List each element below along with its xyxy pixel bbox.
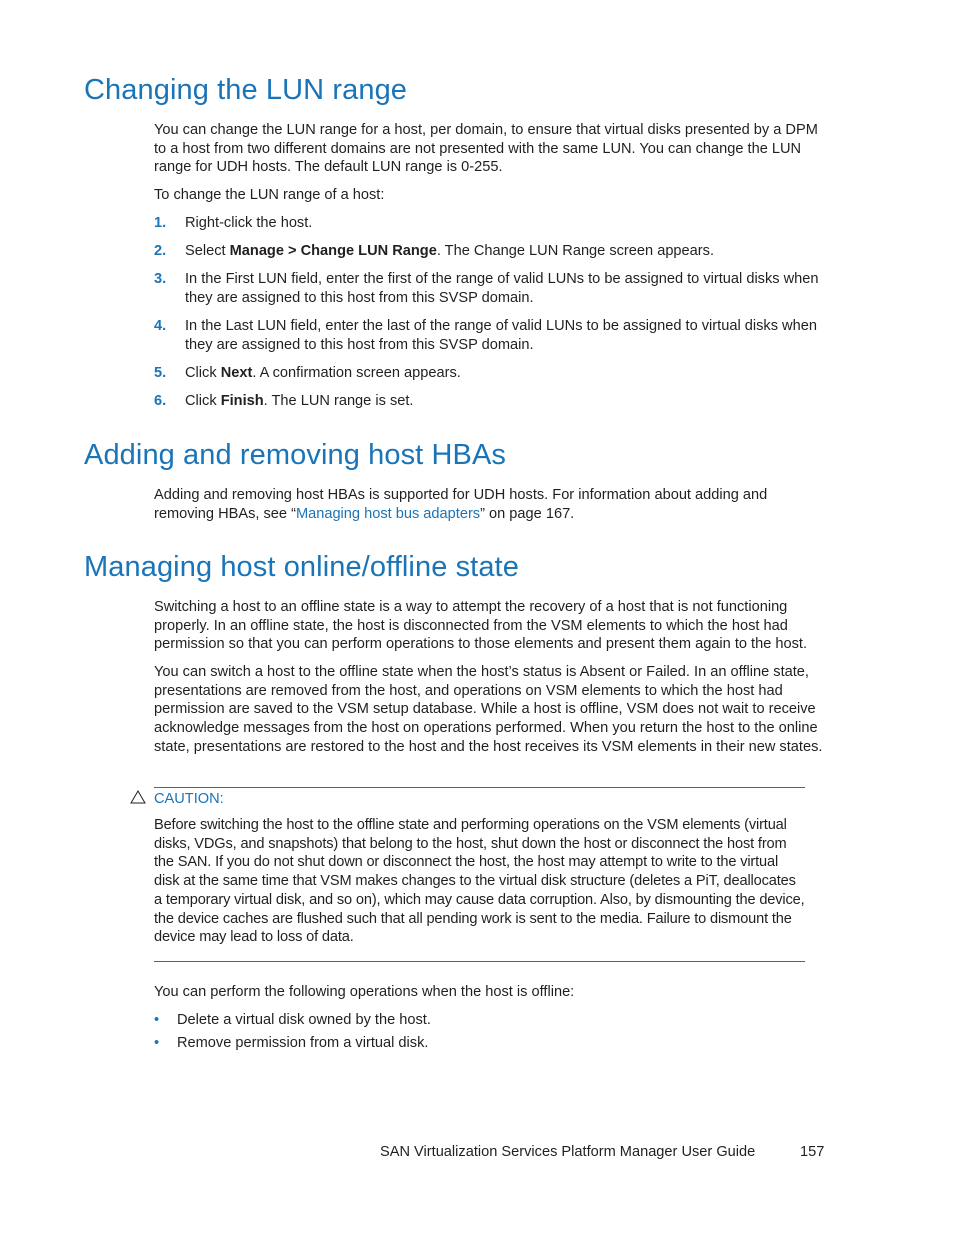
step-2 <box>154 242 830 261</box>
list-item: • Remove permission from a virtual disk. <box>154 1035 429 1051</box>
bullet-icon: • <box>154 1035 160 1051</box>
managing-hba-link[interactable]: Managing host bus adapters <box>295 505 481 522</box>
step-5 <box>154 364 830 383</box>
page-number: 157 <box>800 1144 825 1160</box>
offline-para-1: Switching a host to an offline state is a way to attempt the recovery of a host that is not functioning properly. In an offline state, the host is disconnected from the VSM elements to which the host had permission so that you can perform operations to those elements and present them again to the host. <box>154 599 808 653</box>
section-title-online-offline: Managing host online/offline state <box>84 551 519 583</box>
offline-ops-lead: You can perform the following operations when the host is offline: <box>154 984 575 1000</box>
step-1 <box>154 214 830 233</box>
step-text: Right-click the host. <box>185 215 313 231</box>
caution-bottom-rule <box>154 961 805 962</box>
step-text: Click Next. A confirmation screen appears. <box>185 365 461 381</box>
lun-range-intro: You can change the LUN range for a host, per domain, to ensure that virtual disks presented by a DPM to a host from two different domains are not presented with the same LUN. You can change the LUN range for UDH hosts. The default LUN range is 0-255. <box>154 122 818 176</box>
menu-path: Manage > Change LUN Range <box>229 243 437 259</box>
step-number: 1. <box>154 215 167 231</box>
bullet-icon: • <box>154 1012 160 1028</box>
caution-label: CAUTION: <box>154 791 224 807</box>
warning-triangle-icon <box>130 790 146 809</box>
step-number: 3. <box>154 271 167 287</box>
hbas-text: Adding and removing host HBAs is supported for UDH hosts. For information about adding and removing HBAs, see “Managing host bus adapters” on page 167. <box>154 487 768 522</box>
step-text: Select Manage > Change LUN Range. The Change LUN Range screen appears. <box>185 243 714 259</box>
step-number: 4. <box>154 318 167 334</box>
step-number: 2. <box>154 243 167 259</box>
section-title-lun-range: Changing the LUN range <box>84 74 408 106</box>
section-title-hbas: Adding and removing host HBAs <box>84 439 507 471</box>
lun-range-lead: To change the LUN range of a host: <box>154 187 385 203</box>
caution-text: Before switching the host to the offline state and performing operations on the VSM elements (virtual disks, VDGs, and snapshots) that belong to the host, shut down the host or disconnect the host from the SAN. If you do not shut down or disconnect the host, the host may attempt to write to the virtual disk at the same time that VSM makes changes to the virtual disk structure (deletes a PiT, deallocates a temporary virtual disk, and so on), which may cause data corruption. Also, by dismounting the device, the device caches are flushed such that all pending work is sent to the media. Failure to dismount the device may lead to loss of data. <box>154 817 805 946</box>
step-text: In the Last LUN field, enter the last of the range of valid LUNs to be assigned to virtual disks when they are assigned to this host from this SVSP domain. <box>185 318 817 353</box>
offline-para-2: You can switch a host to the offline state when the host’s status is Absent or Failed. In an offline state, presentations are removed from the host, and operations on VSM elements to which the host had permission are saved to the VSM setup database. While a host is offline, VSM does not wait to receive acknowledge messages from the host on operations performed. When you return the host to the online state, presentations are restored to the host and the host receives its VSM elements in their new states. <box>154 664 823 755</box>
step-text: Click Finish. The LUN range is set. <box>185 393 414 409</box>
step-4 <box>154 317 830 354</box>
footer-title: SAN Virtualization Services Platform Manager User Guide <box>380 1144 756 1160</box>
button-name: Next <box>220 365 253 381</box>
step-number: 6. <box>154 393 167 409</box>
step-text: In the First LUN field, enter the first of the range of valid LUNs to be assigned to virtual disks when they are assigned to this host from this SVSP domain. <box>185 271 819 306</box>
step-6 <box>154 392 830 411</box>
button-name: Finish <box>220 393 264 409</box>
list-item: • Delete a virtual disk owned by the host. <box>154 1012 431 1028</box>
step-number: 5. <box>154 365 167 381</box>
caution-top-rule <box>154 787 805 788</box>
step-3 <box>154 270 830 307</box>
